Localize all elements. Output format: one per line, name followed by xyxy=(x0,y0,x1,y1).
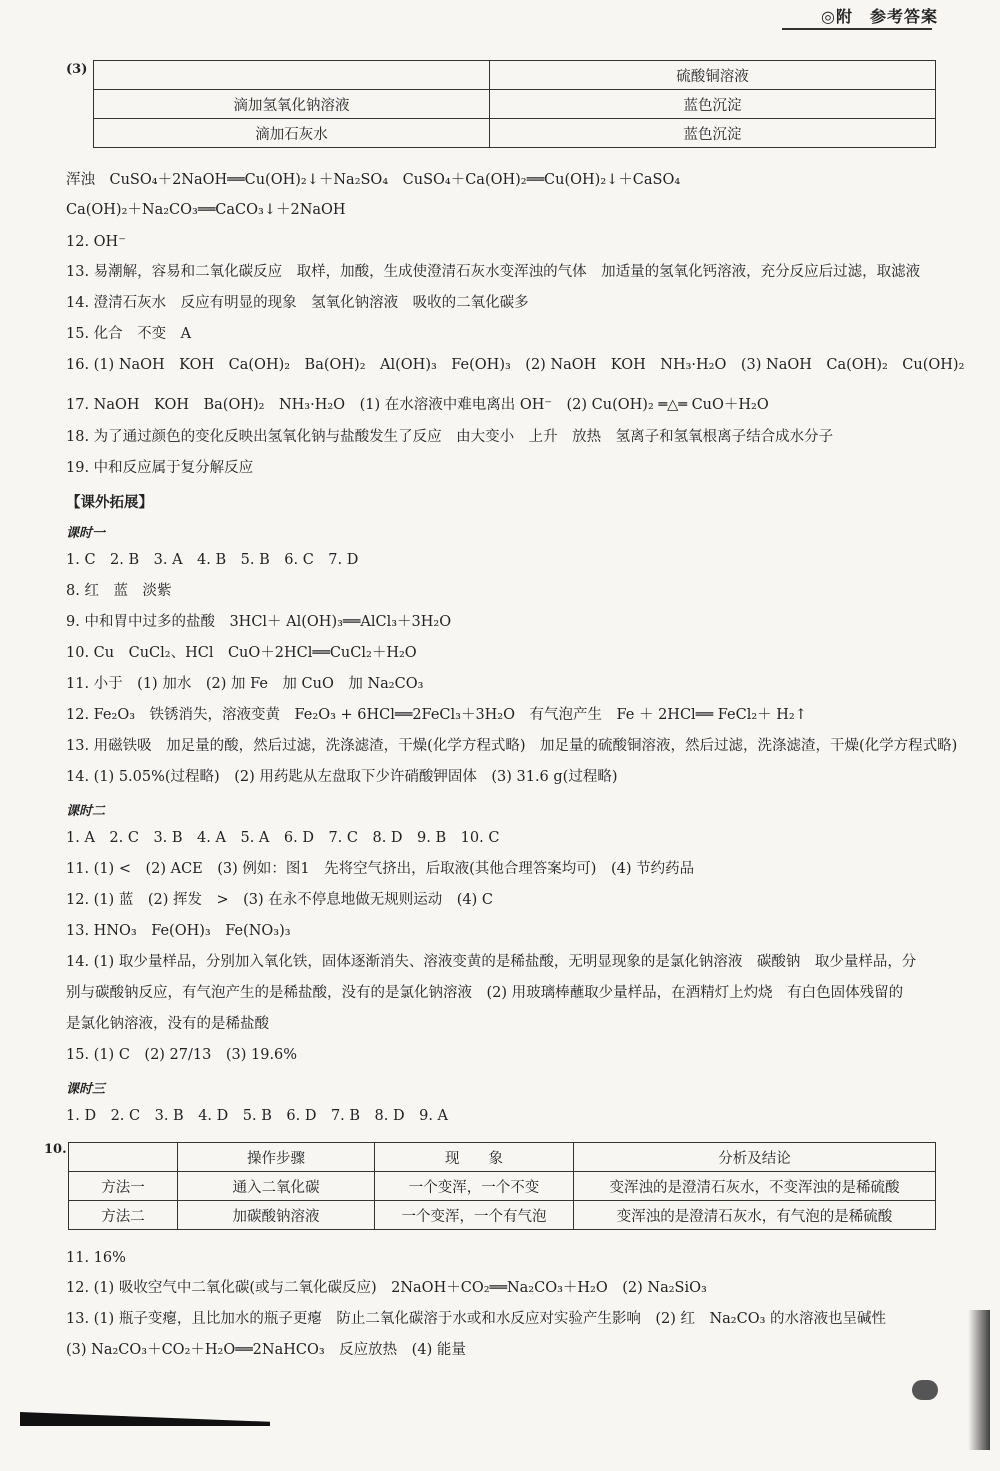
answer-line: 15. 化合 不变 A xyxy=(66,326,192,342)
table-cell: 现 象 xyxy=(375,1143,574,1172)
table-row xyxy=(69,1172,936,1201)
answer-line: 浑浊 CuSO₄＋2NaOH══Cu(OH)₂↓＋Na₂SO₄ CuSO₄＋Ca(OH)₂══Cu(OH)₂↓＋CaSO₄ xyxy=(66,172,681,188)
answer-line: 12. (1) 吸收空气中二氧化碳(或与二氧化碳反应) 2NaOH＋CO₂══Na₂CO₃＋H₂O (2) Na₂SiO₃ xyxy=(66,1280,707,1296)
page-number-badge xyxy=(912,1380,938,1400)
table-row xyxy=(94,90,936,119)
table-cell: 滴加氢氧化钠溶液 xyxy=(94,90,490,119)
table-cell xyxy=(94,61,490,90)
answer-line: 12. OH⁻ xyxy=(66,234,126,250)
table-copper-sulfate xyxy=(93,60,936,148)
answer-line: 11. (1) < (2) ACE (3) 例如：图1 先将空气挤出，后取液(其他合理答案均可) (4) 节约药品 xyxy=(66,861,695,877)
answer-line: 15. (1) C (2) 27/13 (3) 19.6% xyxy=(66,1047,298,1063)
answer-line: 9. 中和胃中过多的盐酸 3HCl＋ Al(OH)₃══AlCl₃＋3H₂O xyxy=(66,614,452,630)
answer-line: 8. 红 蓝 淡紫 xyxy=(66,583,172,599)
page-edge-shadow xyxy=(20,1412,270,1426)
table-cell: 变浑浊的是澄清石灰水，有气泡的是稀硫酸 xyxy=(574,1201,936,1230)
lesson-title: 课时三 xyxy=(66,1082,106,1097)
binding-shadow xyxy=(968,1310,990,1450)
answer-line: Ca(OH)₂＋Na₂CO₃══CaCO₃↓＋2NaOH xyxy=(66,202,346,218)
table-cell: 蓝色沉淀 xyxy=(490,90,936,119)
answer-line: 别与碳酸钠反应，有气泡产生的是稀盐酸，没有的是氯化钠溶液 (2) 用玻璃棒蘸取少量样品，在酒精灯上灼烧 有白色固体残留的 xyxy=(66,985,904,1001)
table-header-row xyxy=(94,61,936,90)
table-cell: 硫酸铜溶液 xyxy=(490,61,936,90)
answer-line: 12. (1) 蓝 (2) 挥发 > (3) 在永不停息地做无规则运动 (4) C xyxy=(66,892,494,908)
answer-line: 13. HNO₃ Fe(OH)₃ Fe(NO₃)₃ xyxy=(66,923,291,939)
table2-label: 10. xyxy=(44,1142,67,1157)
table-cell: 方法一 xyxy=(69,1172,178,1201)
header-rule xyxy=(782,28,932,30)
table-cell: 加碳酸钠溶液 xyxy=(178,1201,375,1230)
answer-line: 10. Cu CuCl₂、HCl CuO＋2HCl══CuCl₂＋H₂O xyxy=(66,645,417,661)
answer-line: 18. 为了通过颜色的变化反映出氢氧化钠与盐酸发生了反应 由大变小 上升 放热 氢离子和氢氧根离子结合成水分子 xyxy=(66,429,834,445)
table-cell: 变浑浊的是澄清石灰水，不变浑浊的是稀硫酸 xyxy=(574,1172,936,1201)
table-cell: 分析及结论 xyxy=(574,1143,936,1172)
table-cell: 蓝色沉淀 xyxy=(490,119,936,148)
answer-line: 14. (1) 5.05%(过程略) (2) 用药匙从左盘取下少许硝酸钾固体 (3) 31.6 g(过程略) xyxy=(66,769,618,785)
answer-line: 19. 中和反应属于复分解反应 xyxy=(66,460,254,476)
answer-line: 13. 用磁铁吸 加足量的酸，然后过滤，洗涤滤渣，干燥(化学方程式略) 加足量的硫酸铜溶液，然后过滤，洗涤滤渣，干燥(化学方程式略) xyxy=(66,738,958,754)
table-cell: 操作步骤 xyxy=(178,1143,375,1172)
page-header: ◎附 参考答案 xyxy=(821,7,938,26)
answer-line: 16. (1) NaOH KOH Ca(OH)₂ Ba(OH)₂ Al(OH)₃ Fe(OH)₃ (2) NaOH KOH NH₃·H₂O (3) NaOH Ca(OH)₂ Cu(OH)₂ xyxy=(66,357,965,373)
table-header-row xyxy=(69,1143,936,1172)
table-cell: 一个变浑，一个不变 xyxy=(375,1172,574,1201)
answer-line: 1. A 2. C 3. B 4. A 5. A 6. D 7. C 8. D 9. B 10. C xyxy=(66,830,500,846)
table-cell: 方法二 xyxy=(69,1201,178,1230)
section-title: 【课外拓展】 xyxy=(66,495,153,511)
answer-line: 11. 小于 (1) 加水 (2) 加 Fe 加 CuO 加 Na₂CO₃ xyxy=(66,676,424,692)
answer-line: 12. Fe₂O₃ 铁锈消失，溶液变黄 Fe₂O₃ + 6HCl══2FeCl₃＋3H₂O 有气泡产生 Fe ＋ 2HCl══ FeCl₂＋ H₂↑ xyxy=(66,707,807,723)
answer-line: 14. (1) 取少量样品，分别加入氧化铁，固体逐渐消失、溶液变黄的是稀盐酸，无明显现象的是氯化钠溶液 碳酸钠 取少量样品，分 xyxy=(66,954,917,970)
answer-line: 是氯化钠溶液，没有的是稀盐酸 xyxy=(66,1016,269,1032)
answer-line: 13. (1) 瓶子变瘪，且比加水的瓶子更瘪 防止二氧化碳溶于水或和水反应对实验产生影响 (2) 红 Na₂CO₃ 的水溶液也呈碱性 xyxy=(66,1311,887,1327)
answer-line: 13. 易潮解，容易和二氧化碳反应 取样，加酸，生成使澄清石灰水变浑浊的气体 加适量的氢氧化钙溶液，充分反应后过滤，取滤液 xyxy=(66,264,921,280)
lesson-title: 课时二 xyxy=(66,804,106,819)
lesson-title: 课时一 xyxy=(66,526,106,541)
table-cell xyxy=(69,1143,178,1172)
answer-line: 1. D 2. C 3. B 4. D 5. B 6. D 7. B 8. D 9. A xyxy=(66,1108,449,1124)
table-cell: 滴加石灰水 xyxy=(94,119,490,148)
table-methods xyxy=(68,1142,936,1230)
table-cell: 通入二氧化碳 xyxy=(178,1172,375,1201)
table1-label: (3) xyxy=(66,62,88,77)
table-row xyxy=(69,1201,936,1230)
answer-line: 17. NaOH KOH Ba(OH)₂ NH₃·H₂O (1) 在水溶液中难电离出 OH⁻ (2) Cu(OH)₂ ═△═ CuO＋H₂O xyxy=(66,397,769,413)
table-row xyxy=(94,119,936,148)
answer-line: 14. 澄清石灰水 反应有明显的现象 氢氧化钠溶液 吸收的二氧化碳多 xyxy=(66,295,529,311)
answer-line: 1. C 2. B 3. A 4. B 5. B 6. C 7. D xyxy=(66,552,359,568)
table-cell: 一个变浑，一个有气泡 xyxy=(375,1201,574,1230)
answer-line: 11. 16% xyxy=(66,1250,126,1266)
answer-line: (3) Na₂CO₃＋CO₂＋H₂O══2NaHCO₃ 反应放热 (4) 能量 xyxy=(66,1342,466,1358)
